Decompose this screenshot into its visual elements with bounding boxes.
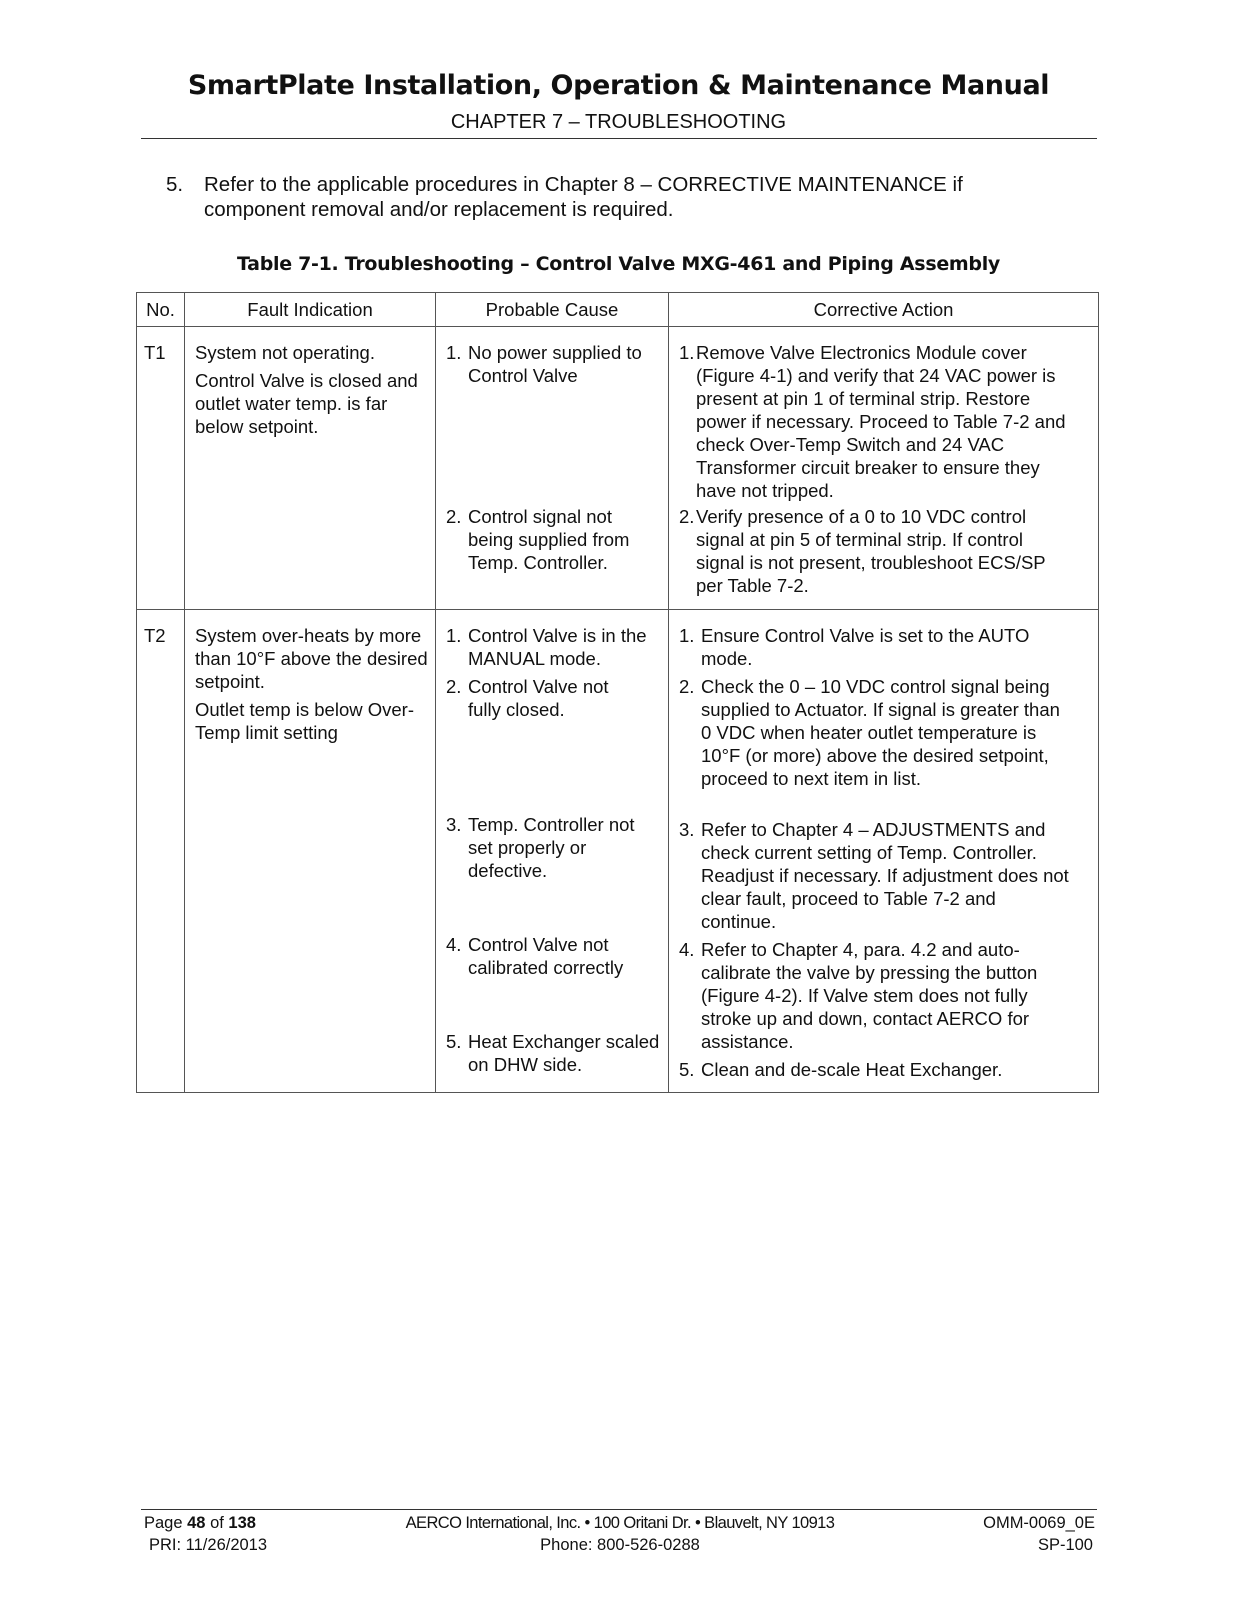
row-number: T2 xyxy=(144,625,166,646)
page-number: Page 48 of 138 xyxy=(144,1514,256,1532)
footer-rule xyxy=(141,1509,1097,1510)
company-phone: Phone: 800-526-0288 xyxy=(540,1536,700,1554)
header-probable-cause: Probable Cause xyxy=(436,293,669,327)
header-fault-indication: Fault Indication xyxy=(185,293,436,327)
row-number: T1 xyxy=(144,342,166,363)
header-rule xyxy=(141,138,1097,139)
document-id: OMM-0069_0E xyxy=(983,1514,1095,1532)
model-number: SP-100 xyxy=(1037,1536,1093,1554)
header-no: No. xyxy=(137,293,185,327)
table-row: T1 System not operating. Control Valve is closed and outlet water temp. is far below setpoint. 1. No power supplied to Control Valve 2. Control signal not being supplied from Temp. Controller. 1. Remove Valve Electronics Module cover (Figure 4-1) and verify that 24 VAC power is present at pin 1 of terminal strip. Restore power if necessary. Proceed to Table 7-2 and check Over-Temp Switch and 24 VAC Transformer circuit breaker to ensure they have not tripped. 2. Verify presence of a 0 to 10 VDC control signal at pin 5 of terminal strip. If control signal is not present, troubleshoot ECS/SP per Table 7-2. xyxy=(137,327,1099,610)
table-caption: Table 7-1. Troubleshooting – Control Valve MXG-461 and Piping Assembly xyxy=(236,253,1001,275)
table-header-row xyxy=(137,293,1099,327)
fault-indication-detail: Outlet temp is below Over-Temp limit setting xyxy=(195,699,414,743)
fault-indication-detail: Control Valve is closed and outlet water temp. is far below setpoint. xyxy=(195,370,418,437)
fault-indication: System not operating. xyxy=(195,342,375,363)
troubleshooting-table xyxy=(136,292,1099,1093)
step-number: 5. xyxy=(166,173,184,196)
fault-indication: System over-heats by more than 10°F above the desired setpoint. xyxy=(195,625,428,692)
chapter-heading: CHAPTER 7 – TROUBLESHOOTING xyxy=(450,111,787,133)
document-title: SmartPlate Installation, Operation & Maintenance Manual xyxy=(187,70,1050,101)
step-text: Refer to the applicable procedures in Chapter 8 – CORRECTIVE MAINTENANCE if component removal and/or replacement is required. xyxy=(204,173,963,221)
company-address: AERCO International, Inc. • 100 Oritani Dr. • Blauvelt, NY 10913 xyxy=(405,1514,835,1532)
header-corrective-action: Corrective Action xyxy=(669,293,1099,327)
table-row: T2 System over-heats by more than 10°F above the desired setpoint. Outlet temp is below Over-Temp limit setting 1. Control Valve is in the MANUAL mode. 2. Control Valve not fully closed. 3. Temp. Controller not set properly or defective. 4. Control Valve not calibrated correctly 5. Heat Exchanger scaled on DHW side. 1. Ensure Control Valve is set to the AUTO mode. 2. Check the 0 – 10 VDC control signal being supplied to Actuator. If signal is greater than 0 VDC when heater outlet temperature is 10°F (or more) above the desired setpoint, proceed to next item in list. 3. Refer to Chapter 4 – ADJUSTMENTS and check current setting of Temp. Controller. Readjust if necessary. If adjustment does not clear fault, proceed to Table 7-2 and continue. 4. Refer to Chapter 4, para. 4.2 and auto-calibrate the valve by pressing the button (Figure 4-2). If Valve stem does not fully stroke up and down, contact AERCO for assistance. 5. Clean and de-scale Heat Exchanger. xyxy=(137,610,1099,1093)
pri-date: PRI: 11/26/2013 xyxy=(149,1536,268,1554)
